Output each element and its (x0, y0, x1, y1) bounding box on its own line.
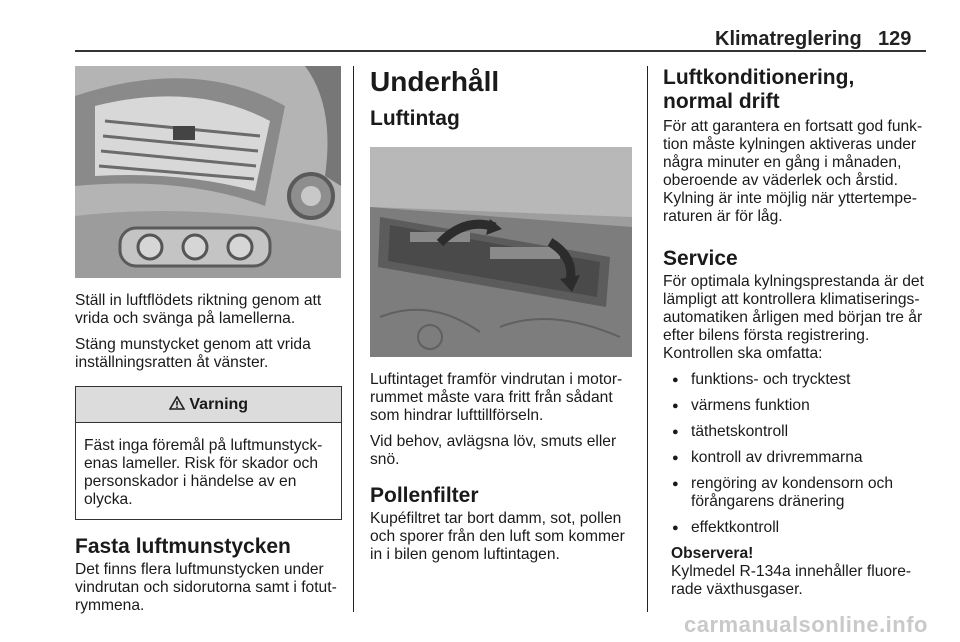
list-item: ● kontroll av drivremmarna (663, 449, 925, 467)
warning-header (76, 387, 341, 423)
paragraph: Kupéfiltret tar bort damm, sot, pollen och sporer från den luft som kommer in i bilen genom luftintagen. (370, 510, 625, 563)
paragraph: Ställ in luftflödets riktning genom att vrida och svänga på lamellerna. (75, 292, 322, 327)
warning-box (75, 386, 342, 520)
column-2 (370, 66, 632, 564)
section-heading: Service (663, 247, 738, 270)
header-rule (75, 50, 926, 52)
page-number: 129 (878, 28, 912, 50)
warning-text: Fäst inga föremål på luftmunstyckenas lameller. Risk för skador och personskador i händelse av en olycka. (84, 437, 323, 508)
air-intake-photo (370, 147, 632, 357)
air-vent-photo (75, 66, 341, 278)
running-header-title: Klimatreglering (715, 28, 862, 50)
column-1 (75, 66, 343, 615)
paragraph: För att garantera en fortsatt god funktion måste kylningen aktiveras under några minuter en gång i månaden, oberoende av väderlek och årstid. Kylning är inte möjlig när yttertemperaturen är för låg. (663, 118, 923, 225)
section-heading: Luftintag (370, 107, 460, 130)
note-text: Kylmedel R-134a innehåller fluorerade växthusgaser. (671, 563, 912, 598)
paragraph: Det finns flera luftmunstycken under vindrutan och sidorutorna samt i fotutrymmena. (75, 561, 337, 614)
column-3 (663, 66, 925, 599)
list-item: ● funktions- och trycktest (663, 371, 925, 389)
section-heading: Pollenfilter (370, 484, 479, 507)
list-item: ● värmens funktion (663, 397, 925, 415)
chapter-title: Underhåll (370, 66, 500, 97)
paragraph: För optimala kylningsprestanda är det lämpligt att kontrollera klimatiseringsautomatiken årligen med början tre år efter bilens första registrering. Kontrollen ska omfatta: (663, 273, 924, 362)
paragraph: Luftintaget framför vindrutan i motorrummet måste vara fritt från sådant som hindrar lufttillförseln. (370, 371, 623, 424)
paragraph: Stäng munstycket genom att vrida inställningsratten åt vänster. (75, 336, 311, 371)
warning-triangle-icon (169, 396, 189, 413)
paragraph: Vid behov, avlägsna löv, smuts eller snö. (370, 433, 617, 468)
section-heading: Luftkonditionering, normal drift (663, 66, 855, 113)
list-item: ● rengöring av kondensorn och förångarens dränering (663, 475, 925, 511)
list-item: ● täthetskontroll (663, 423, 925, 441)
watermark: carmanualsonline.info (684, 612, 928, 637)
note-title: Observera! (671, 545, 754, 562)
column-divider (647, 66, 648, 612)
warning-title: Varning (189, 396, 249, 413)
column-divider (353, 66, 354, 612)
list-item: ● effektkontroll (663, 519, 925, 537)
service-checklist (663, 371, 925, 537)
section-heading: Fasta luftmunstycken (75, 535, 291, 558)
